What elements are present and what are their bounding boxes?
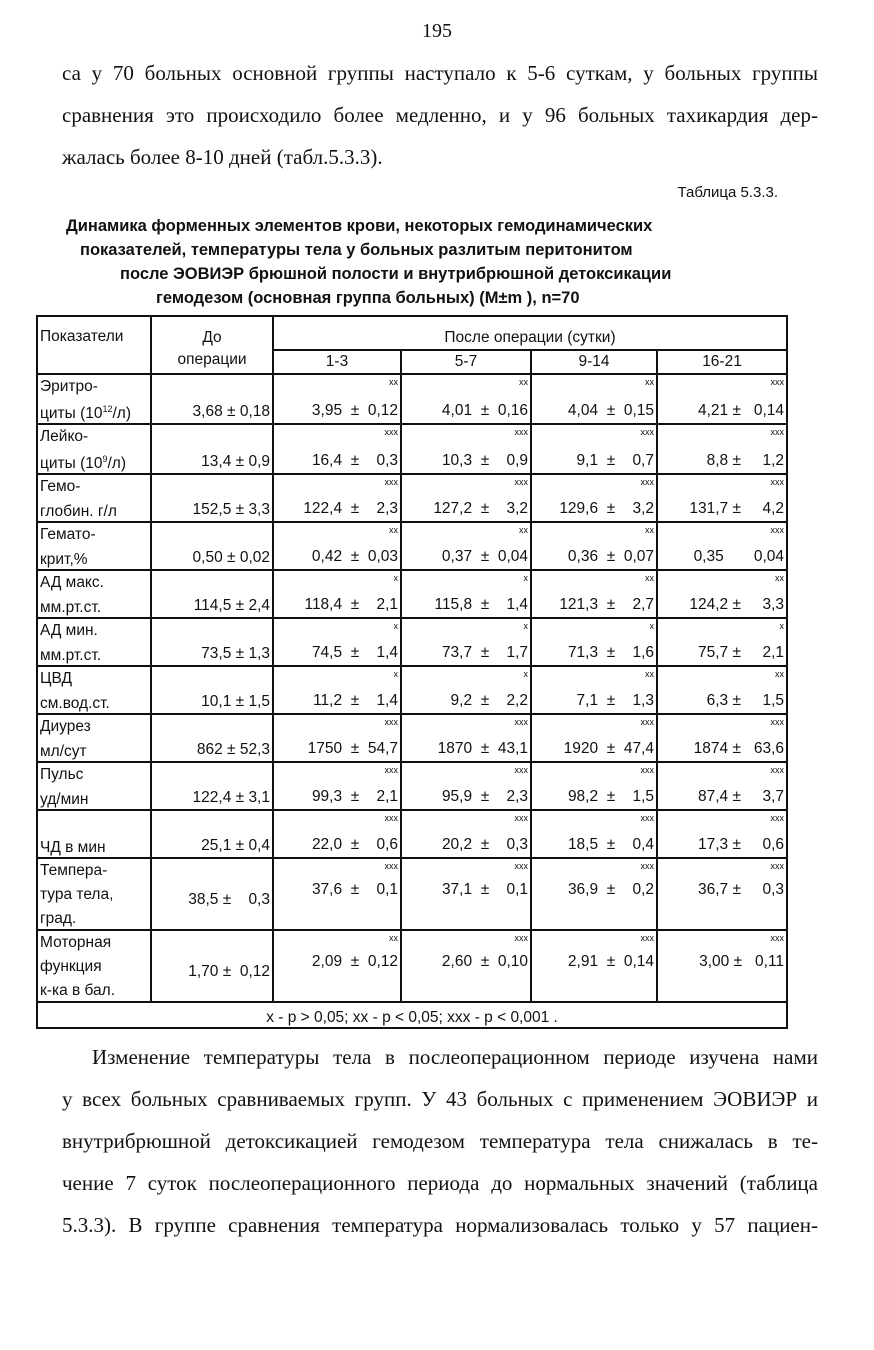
significance-mark: x [649, 621, 654, 631]
row-period-value [401, 570, 531, 618]
significance-mark: x [393, 621, 398, 631]
mean-error-value: 1750 ± 54,7 [307, 740, 398, 757]
table-label: Таблица 5.3.3. [677, 184, 778, 201]
mean-error-value: 2,91 ± 0,14 [567, 953, 654, 970]
mean-error-value: 0,42 ± 0,03 [311, 548, 398, 565]
row-period-value [531, 930, 657, 1002]
row-period-value [657, 522, 787, 570]
significance-mark: xxx [384, 477, 398, 487]
mean-error-value: 6,3 ± 1,5 [706, 692, 785, 709]
header-period: 5-7 [401, 350, 531, 374]
indicator-line: уд/мин [40, 791, 89, 808]
row-period-value [401, 522, 531, 570]
row-period-value [657, 666, 787, 714]
significance-mark: xxx [514, 765, 528, 775]
row-indicator [37, 810, 151, 858]
row-period-value [531, 618, 657, 666]
significance-mark: xxx [770, 933, 785, 943]
row-before-value: 122,4 ± 3,1 [151, 762, 273, 810]
significance-mark: xxx [384, 861, 398, 871]
page-number: 195 [422, 20, 452, 42]
row-period-value [657, 858, 787, 930]
text-line: чение 7 суток послеоперационного периода до нормальных значений (таблица [62, 1171, 818, 1195]
row-period-value [531, 666, 657, 714]
mean-error-value: 4,21 ± 0,14 [697, 402, 785, 419]
text-line: 5.3.3). В группе сравнения температура нормализовалась только у 57 пациен- [62, 1213, 818, 1237]
indicator-line: Пульс [40, 766, 84, 783]
significance-mark: xx [519, 525, 528, 535]
table-row [37, 618, 787, 666]
table-row [37, 858, 787, 930]
row-indicator [37, 474, 151, 522]
mean-error-value: 1870 ± 43,1 [437, 740, 528, 757]
indicator-line: Гемо- [40, 478, 81, 495]
text-line: у всех больных сравниваемых групп. У 43 больных с применением ЭОВИЭР и [62, 1087, 818, 1111]
row-period-value [273, 714, 401, 762]
header-period: 16-21 [657, 350, 787, 374]
table-row [37, 374, 787, 424]
row-indicator [37, 424, 151, 474]
indicator-line [40, 404, 148, 423]
text-line: сравнения это происходило более медленно, и у 96 больных тахикардия дер- [62, 103, 818, 127]
row-period-value [657, 374, 787, 424]
mean-error-value: 3,95 ± 0,12 [311, 402, 398, 419]
significance-mark: xxx [640, 427, 654, 437]
indicator-line: мм.рт.ст. [40, 599, 102, 616]
indicator-line: град. [40, 910, 77, 927]
paragraph-intro [62, 52, 818, 178]
significance-mark: xxx [384, 765, 398, 775]
indicator-text: циты (10 [40, 405, 103, 422]
table-body [37, 374, 787, 1002]
row-indicator [37, 618, 151, 666]
row-period-value [531, 522, 657, 570]
header-period: 9-14 [531, 350, 657, 374]
mean-error-value: 9,1 ± 0,7 [576, 452, 654, 469]
row-period-value [657, 570, 787, 618]
header-after: После операции (сутки) [273, 316, 787, 350]
row-before-value: 10,1 ± 1,5 [151, 666, 273, 714]
indicator-line: Моторная [40, 934, 112, 951]
indicator-line: АД мин. [40, 622, 98, 639]
row-indicator [37, 714, 151, 762]
mean-error-value: 122,4 ± 2,3 [303, 500, 398, 517]
significance-mark: xxx [770, 427, 785, 437]
mean-error-value: 124,2 ± 3,3 [689, 596, 785, 613]
indicator-line: ЧД в мин [40, 839, 106, 856]
row-before-value: 152,5 ± 3,3 [151, 474, 273, 522]
significance-mark: xx [645, 377, 654, 387]
row-period-value [401, 474, 531, 522]
mean-error-value: 0,35 0,04 [693, 548, 785, 565]
indicator-line: Темпера- [40, 862, 108, 879]
row-before-value: 25,1 ± 0,4 [151, 810, 273, 858]
significance-mark: x [393, 573, 398, 583]
row-period-value [531, 374, 657, 424]
significance-mark: xx [775, 669, 785, 679]
row-indicator [37, 570, 151, 618]
mean-error-value: 4,04 ± 0,15 [567, 402, 654, 419]
mean-error-value: 74,5 ± 1,4 [311, 644, 398, 661]
mean-error-value: 73,7 ± 1,7 [441, 644, 528, 661]
row-period-value [531, 570, 657, 618]
data-table [36, 315, 788, 1029]
significance-mark: xxx [640, 861, 654, 871]
row-period-value [531, 810, 657, 858]
table-title-line: после ЭОВИЭР брюшной полости и внутрибрюшной детоксикации [120, 265, 672, 283]
table-footnote: x - p > 0,05; xx - p < 0,05; xxx - p < 0,001 . [37, 1002, 787, 1028]
indicator-line [40, 813, 148, 832]
table-title-line: Динамика форменных элементов крови, некоторых гемодинамических [66, 217, 653, 235]
significance-mark: xxx [514, 427, 528, 437]
significance-mark: xxx [770, 765, 785, 775]
row-period-value [657, 930, 787, 1002]
indicator-line [40, 454, 148, 473]
indicator-text: /л) [112, 405, 132, 422]
significance-mark: xxx [770, 717, 785, 727]
row-period-value [273, 424, 401, 474]
mean-error-value: 75,7 ± 2,1 [697, 644, 785, 661]
mean-error-value: 16,4 ± 0,3 [311, 452, 398, 469]
indicator-line: см.вод.ст. [40, 695, 110, 712]
significance-mark: xxx [640, 813, 654, 823]
row-period-value [401, 930, 531, 1002]
mean-error-value: 131,7 ± 4,2 [689, 500, 785, 517]
row-indicator [37, 666, 151, 714]
row-indicator [37, 522, 151, 570]
significance-mark: xxx [514, 717, 528, 727]
indicator-exponent: 12 [102, 403, 113, 414]
mean-error-value: 10,3 ± 0,9 [441, 452, 528, 469]
row-period-value [401, 762, 531, 810]
mean-error-value: 9,2 ± 2,2 [450, 692, 528, 709]
significance-mark: x [779, 621, 785, 631]
row-period-value [273, 374, 401, 424]
header-before-line: операции [177, 351, 247, 368]
indicator-text: /л) [107, 455, 127, 472]
significance-mark: xx [389, 933, 398, 943]
significance-mark: xxx [514, 813, 528, 823]
row-before-value: 1,70 ± 0,12 [151, 930, 273, 1002]
row-period-value [657, 714, 787, 762]
significance-mark: xxx [514, 933, 528, 943]
indicator-line: АД макс. [40, 574, 104, 591]
text-line: са у 70 больных основной группы наступало к 5-6 суткам, у больных группы [62, 61, 818, 85]
mean-error-value: 98,2 ± 1,5 [567, 788, 654, 805]
indicator-line: крит,% [40, 551, 88, 568]
significance-mark: xxx [384, 717, 398, 727]
row-period-value [401, 714, 531, 762]
indicator-line: функция [40, 958, 102, 975]
significance-mark: xxx [640, 765, 654, 775]
mean-error-value: 1920 ± 47,4 [563, 740, 654, 757]
row-indicator [37, 930, 151, 1002]
table-row [37, 570, 787, 618]
table-row [37, 474, 787, 522]
header-period: 1-3 [273, 350, 401, 374]
row-before-value: 3,68 ± 0,18 [151, 374, 273, 424]
table-row [37, 762, 787, 810]
row-before-value: 38,5 ± 0,3 [151, 858, 273, 930]
indicator-line: тура тела, [40, 886, 114, 903]
significance-mark: xx [775, 573, 785, 583]
row-period-value [657, 618, 787, 666]
row-period-value [401, 810, 531, 858]
header-before [151, 316, 273, 374]
row-period-value [273, 474, 401, 522]
indicator-line: Гемато- [40, 526, 96, 543]
mean-error-value: 18,5 ± 0,4 [567, 836, 654, 853]
row-period-value [273, 858, 401, 930]
mean-error-value: 20,2 ± 0,3 [441, 836, 528, 853]
mean-error-value: 7,1 ± 1,3 [576, 692, 654, 709]
significance-mark: xxx [384, 427, 398, 437]
mean-error-value: 37,6 ± 0,1 [311, 881, 398, 898]
significance-mark: x [523, 573, 528, 583]
significance-mark: xx [645, 573, 654, 583]
table-title [36, 214, 786, 310]
significance-mark: x [393, 669, 398, 679]
significance-mark: xxx [640, 717, 654, 727]
row-indicator [37, 762, 151, 810]
indicator-line: мм.рт.ст. [40, 647, 102, 664]
mean-error-value: 37,1 ± 0,1 [441, 881, 528, 898]
table-row [37, 714, 787, 762]
row-period-value [401, 424, 531, 474]
mean-error-value: 3,00 ± 0,11 [699, 953, 785, 970]
mean-error-value: 2,60 ± 0,10 [441, 953, 528, 970]
row-period-value [531, 714, 657, 762]
significance-mark: xxx [770, 477, 785, 487]
row-period-value [401, 374, 531, 424]
table-row [37, 522, 787, 570]
row-period-value [273, 570, 401, 618]
significance-mark: xxx [640, 933, 654, 943]
table-row [37, 810, 787, 858]
significance-mark: xxx [770, 377, 785, 387]
table-title-line: гемодезом (основная группа больных) (M±m ), n=70 [156, 289, 580, 307]
significance-mark: xx [519, 377, 528, 387]
significance-mark: xxx [770, 525, 785, 535]
indicator-line: ЦВД [40, 670, 72, 687]
row-period-value [531, 424, 657, 474]
header-indicators: Показатели [37, 316, 151, 374]
mean-error-value: 2,09 ± 0,12 [311, 953, 398, 970]
row-period-value [273, 522, 401, 570]
indicator-line: мл/сут [40, 743, 87, 760]
mean-error-value: 129,6 ± 3,2 [559, 500, 654, 517]
text-line: жалась более 8-10 дней (табл.5.3.3). [62, 145, 383, 169]
mean-error-value: 0,37 ± 0,04 [441, 548, 528, 565]
table-title-line: показателей, температуры тела у больных разлитым перитонитом [80, 241, 633, 259]
row-before-value: 862 ± 52,3 [151, 714, 273, 762]
row-period-value [401, 618, 531, 666]
row-period-value [273, 618, 401, 666]
row-period-value [531, 858, 657, 930]
mean-error-value: 36,9 ± 0,2 [567, 881, 654, 898]
significance-mark: xx [389, 525, 398, 535]
significance-mark: xxx [514, 861, 528, 871]
header-before-line: До [202, 329, 222, 346]
significance-mark: x [523, 621, 528, 631]
mean-error-value: 0,36 ± 0,07 [567, 548, 654, 565]
row-period-value [657, 474, 787, 522]
significance-mark: xx [389, 377, 398, 387]
significance-mark: xxx [640, 477, 654, 487]
row-indicator [37, 858, 151, 930]
row-period-value [657, 762, 787, 810]
row-period-value [531, 762, 657, 810]
row-indicator [37, 374, 151, 424]
mean-error-value: 95,9 ± 2,3 [441, 788, 528, 805]
row-before-value: 0,50 ± 0,02 [151, 522, 273, 570]
mean-error-value: 99,3 ± 2,1 [311, 788, 398, 805]
significance-mark: xxx [514, 477, 528, 487]
mean-error-value: 17,3 ± 0,6 [697, 836, 785, 853]
mean-error-value: 121,3 ± 2,7 [559, 596, 654, 613]
row-period-value [273, 930, 401, 1002]
text-line: Изменение температуры тела в послеоперационном периоде изучена нами [92, 1045, 818, 1069]
indicator-line: Лейко- [40, 428, 89, 445]
indicator-exponent: 9 [102, 453, 108, 464]
row-before-value: 73,5 ± 1,3 [151, 618, 273, 666]
row-period-value [273, 762, 401, 810]
row-before-value: 114,5 ± 2,4 [151, 570, 273, 618]
table-row [37, 666, 787, 714]
significance-mark: xxx [384, 813, 398, 823]
text-line: внутрибрюшной детоксикацией гемодезом температура тела снижалась в те- [62, 1129, 818, 1153]
row-period-value [401, 666, 531, 714]
row-period-value [531, 474, 657, 522]
mean-error-value: 22,0 ± 0,6 [311, 836, 398, 853]
row-period-value [657, 424, 787, 474]
significance-mark: x [523, 669, 528, 679]
row-period-value [401, 858, 531, 930]
mean-error-value: 4,01 ± 0,16 [441, 402, 528, 419]
row-period-value [273, 810, 401, 858]
mean-error-value: 11,2 ± 1,4 [313, 692, 398, 709]
row-before-value: 13,4 ± 0,9 [151, 424, 273, 474]
row-period-value [657, 810, 787, 858]
paragraph-temperature [62, 1036, 818, 1246]
mean-error-value: 36,7 ± 0,3 [697, 881, 785, 898]
significance-mark: xx [645, 669, 654, 679]
mean-error-value: 1874 ± 63,6 [693, 740, 785, 757]
row-period-value [273, 666, 401, 714]
mean-error-value: 118,4 ± 2,1 [304, 596, 398, 613]
mean-error-value: 115,8 ± 1,4 [434, 596, 528, 613]
mean-error-value: 87,4 ± 3,7 [697, 788, 785, 805]
indicator-text: циты (10 [40, 455, 103, 472]
significance-mark: xxx [770, 813, 785, 823]
significance-mark: xxx [770, 861, 785, 871]
indicator-line: к-ка в бал. [40, 982, 116, 999]
indicator-line: Эритро- [40, 378, 98, 395]
table-row [37, 424, 787, 474]
indicator-line: Диурез [40, 718, 91, 735]
mean-error-value: 8,8 ± 1,2 [706, 452, 785, 469]
mean-error-value: 127,2 ± 3,2 [433, 500, 528, 517]
significance-mark: xx [645, 525, 654, 535]
indicator-line: глобин. г/л [40, 503, 117, 520]
mean-error-value: 71,3 ± 1,6 [567, 644, 654, 661]
table-row [37, 930, 787, 1002]
